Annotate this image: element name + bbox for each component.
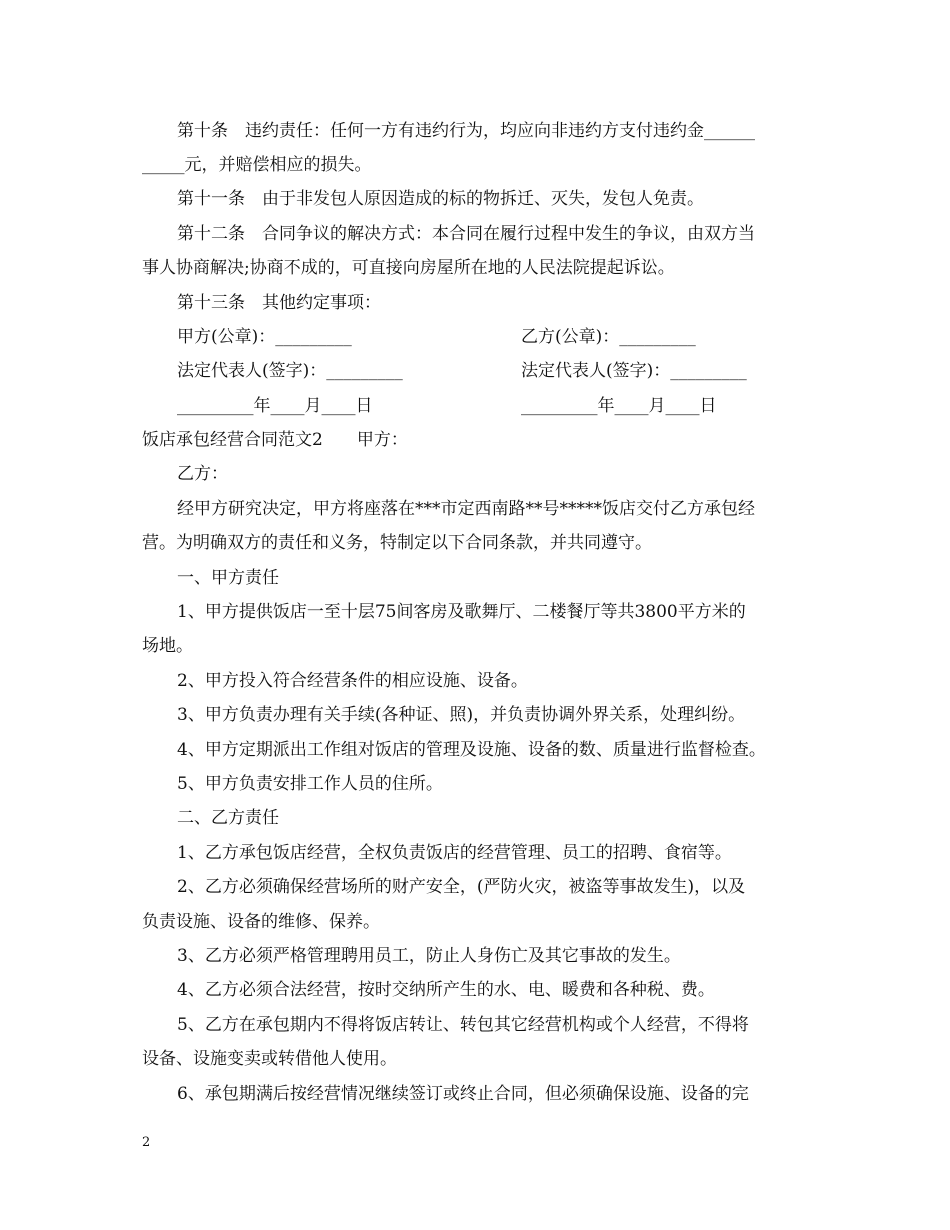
preamble-cont: 营。为明确双方的责任和义务，特制定以下合同条款，并共同遵守。 — [142, 533, 652, 553]
party-b-seal: 乙方(公章)：_________ — [521, 327, 696, 347]
b-item-2-cont: 负责设施、设备的维修、保养。 — [142, 912, 380, 932]
page-number: 2 — [142, 1135, 151, 1150]
b-item-5-cont: 设备、设施变卖或转借他人使用。 — [142, 1049, 397, 1069]
clause-10: 第十条 违约责任：任何一方有违约行为，均应向非违约方支付违约金______ — [177, 121, 755, 141]
a-item-2: 2、甲方投入符合经营条件的相应设施、设备。 — [177, 671, 528, 691]
preamble: 经甲方研究决定，甲方将座落在***市定西南路**号*****饭店交付乙方承包经 — [177, 499, 755, 519]
section-heading-a: 一、甲方责任 — [177, 568, 279, 588]
clause-10-cont: _____元，并赔偿相应的损失。 — [142, 155, 372, 175]
b-item-6: 6、承包期满后按经营情况继续签订或终止合同，但必须确保设施、设备的完 — [177, 1084, 749, 1104]
b-item-5: 5、乙方在承包期内不得将饭店转让、转包其它经营机构或个人经营，不得将 — [177, 1015, 749, 1035]
a-item-1: 1、甲方提供饭店一至十层75间客房及歌舞厅、二楼餐厅等共3800平方米的 — [177, 602, 746, 622]
clause-12-cont: 事人协商解决;协商不成的，可直接向房屋所在地的人民法院提起诉讼。 — [142, 258, 675, 278]
clause-13: 第十三条 其他约定事项： — [177, 293, 381, 313]
a-item-5: 5、甲方负责安排工作人员的住所。 — [177, 774, 443, 794]
b-item-1: 1、乙方承包饭店经营，全权负责饭店的经营管理、员工的招聘、食宿等。 — [177, 843, 732, 863]
clause-11: 第十一条 由于非发包人原因造成的标的物拆迁、灭失，发包人免责。 — [177, 189, 704, 209]
party-a-representative: 法定代表人(签字)：_________ — [177, 361, 403, 381]
party-a-seal: 甲方(公章)：_________ — [177, 327, 352, 347]
contract-2-title: 饭店承包经营合同范文2 甲方： — [142, 430, 408, 450]
b-item-4: 4、乙方必须合法经营，按时交纳所产生的水、电、暖费和各种税、费。 — [177, 980, 715, 1000]
a-item-4: 4、甲方定期派出工作组对饭店的管理及设施、设备的数、质量进行监督检查。 — [177, 740, 766, 760]
b-item-3: 3、乙方必须严格管理聘用员工，防止人身伤亡及其它事故的发生。 — [177, 946, 681, 966]
clause-12: 第十二条 合同争议的解决方式：本合同在履行过程中发生的争议，由双方当 — [177, 224, 755, 244]
party-b-date: _________年____月____日 — [521, 396, 717, 416]
party-a-date: _________年____月____日 — [177, 396, 373, 416]
party-b-representative: 法定代表人(签字)：_________ — [521, 361, 747, 381]
party-b-label: 乙方： — [177, 464, 228, 484]
b-item-2: 2、乙方必须确保经营场所的财产安全，(严防火灾，被盗等事故发生)，以及 — [177, 877, 746, 897]
a-item-3: 3、甲方负责办理有关手续(各种证、照)，并负责协调外界关系，处理纠纷。 — [177, 705, 746, 725]
section-heading-b: 二、乙方责任 — [177, 808, 279, 828]
a-item-1-cont: 场地。 — [142, 636, 193, 656]
